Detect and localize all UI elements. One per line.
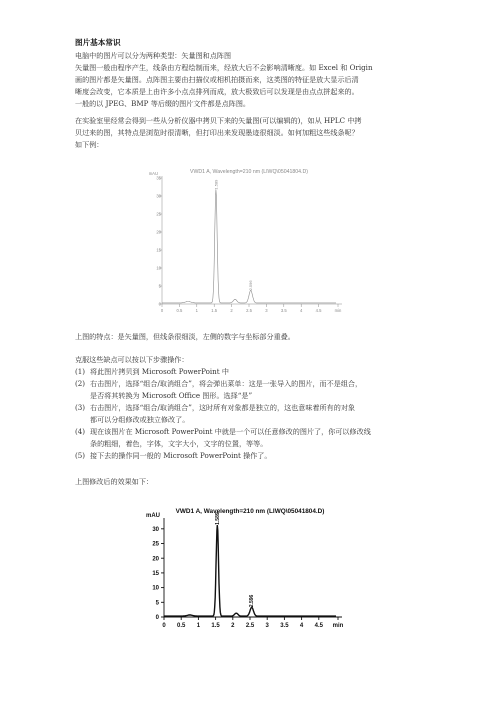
peak-label: 1.589 (214, 512, 221, 525)
text-line: 右击图片，选择“组合/取消组合”，这时所有对象都是独立的，这也意味着所有的对象 (90, 403, 356, 412)
chart-title: VWD1 A, Wavelength=210 nm (LIWQ\05041804.D) (175, 508, 325, 515)
step-text (90, 366, 425, 378)
text-line: 接下去的操作同一般的 Microsoft PowerPoint 操作了。 (90, 451, 272, 460)
x-tick-label: 1.5 (211, 623, 220, 629)
x-tick-label: 3.5 (280, 623, 289, 629)
text-line: 在实验室里经常会得到一些从分析仪器中拷贝下来的矢量图(可以编辑的)，如从 HPLC 中拷 (75, 116, 362, 125)
text-line: 如下例： (75, 140, 104, 149)
step-number: (5) (75, 451, 86, 460)
y-tick-label: 15 (156, 247, 161, 253)
y-tick-label: 30 (152, 526, 159, 533)
x-tick-label: 2.5 (246, 308, 252, 314)
step-number: (3) (75, 403, 86, 412)
x-tick-label: 1 (196, 623, 201, 629)
y-tick-label: 25 (152, 541, 159, 548)
text-line: 上图修改后的效果如下： (75, 477, 154, 486)
peak-label: 1.589 (213, 179, 219, 190)
paragraph-steps-intro (75, 354, 420, 366)
x-axis-label: min (334, 308, 342, 314)
y-tick-label: 25 (156, 211, 161, 217)
chart-title: VWD1 A, Wavelength=210 nm (LIWQ\05041804.D) (190, 169, 308, 175)
text-line: 是否将其转换为 Microsoft Office 图形。选择“是” (90, 391, 253, 400)
text-line: 电脑中的图片可以分为两种类型：矢量图和点阵图 (75, 51, 232, 60)
x-tick-label: 3 (265, 308, 268, 314)
y-tick-label: 0 (155, 615, 159, 622)
text-line: 右击图片，选择“组合/取消组合”，将会弹出菜单：这是一张导入的图片，而不是组合， (90, 379, 363, 388)
y-tick-label: 10 (156, 265, 161, 271)
x-tick-label: 2 (231, 623, 235, 629)
paragraph-intro (75, 50, 420, 110)
peak-label: 2.596 (249, 594, 256, 608)
doc-title: 图片基本常识 (75, 38, 121, 47)
chart-modified (140, 504, 356, 636)
paragraph-result (75, 476, 420, 488)
text-line: 矢量图一般由程序产生，线条由方程绘制而来，经放大后不会影响清晰度。如 Excel 和 Origin (75, 63, 373, 72)
x-tick-label: 2.5 (245, 623, 255, 629)
y-tick-label: 10 (152, 585, 159, 592)
step-text (90, 426, 425, 450)
text-line: 上图的特点：是矢量图，但线条很细淡，左侧的数字与坐标部分重叠。 (75, 332, 295, 341)
x-tick-label: 0.5 (176, 308, 183, 314)
y-tick-label: 30 (156, 193, 161, 199)
text-line: 贝过来的图，其特点是浏览时很清晰，但打印出来发现墨迹很细淡。如何加粗这些线条呢？ (75, 128, 359, 137)
x-tick-label: 4 (300, 308, 303, 314)
x-tick-label: 1 (195, 308, 198, 314)
text-line: 现在该图片在 Microsoft PowerPoint 中就是一个可以任意修改的图片了，你可以修改线 (90, 427, 371, 436)
text-line: 画的图片都是矢量图。点阵图主要由扫描仪或相机拍摄而来，这类图的特征是放大显示后清 (75, 75, 359, 84)
peak-label: 2.596 (248, 280, 254, 291)
x-tick-label: 1.5 (211, 308, 218, 314)
text-line: 将此图片拷贝到 Microsoft PowerPoint 中 (90, 367, 229, 376)
y-tick-label: 15 (152, 571, 159, 578)
y-axis-label: mAU (148, 171, 158, 176)
chart-original (140, 164, 352, 319)
x-tick-label: 0 (160, 308, 164, 314)
y-tick-label: 0 (158, 301, 161, 307)
x-tick-label: 3.5 (280, 308, 287, 314)
x-tick-label: 0 (162, 623, 166, 629)
x-tick-label: 4.5 (314, 623, 323, 629)
text-line: 都可以分组修改或独立修改了。 (90, 415, 190, 424)
y-tick-label: 20 (156, 229, 161, 235)
y-tick-label: 5 (155, 600, 159, 607)
text-line: 克服这些缺点可以按以下步骤操作： (75, 355, 189, 364)
x-axis-label: min (332, 623, 344, 629)
y-tick-label: 20 (152, 556, 159, 563)
x-tick-label: 3 (265, 623, 269, 629)
paragraph-lab (75, 115, 420, 151)
step-text (90, 378, 425, 402)
x-tick-label: 2 (230, 308, 233, 314)
y-axis-label: mAU (145, 513, 160, 519)
x-tick-label: 0.5 (177, 623, 186, 629)
text-line: 晰度会改变，它本质是上由许多小点点排列而成，放大极致后可以发现是由点点拼起来的。 (75, 87, 359, 96)
step-number: (4) (75, 427, 86, 436)
step-number: (2) (75, 379, 86, 388)
step-number: (1) (75, 367, 86, 376)
x-tick-label: 4.5 (315, 308, 322, 314)
x-tick-label: 4 (299, 623, 304, 629)
text-line: 一般的以 JPEG、BMP 等后缀的图片文件都是点阵图。 (75, 99, 251, 108)
step-text (90, 450, 425, 462)
y-tick-label: 35 (156, 175, 161, 181)
text-line: 条的粗细，着色，字体，文字大小，文字的位置，等等。 (90, 439, 268, 448)
paragraph-observation (75, 331, 420, 343)
step-text (90, 402, 425, 426)
y-tick-label: 5 (158, 283, 161, 289)
